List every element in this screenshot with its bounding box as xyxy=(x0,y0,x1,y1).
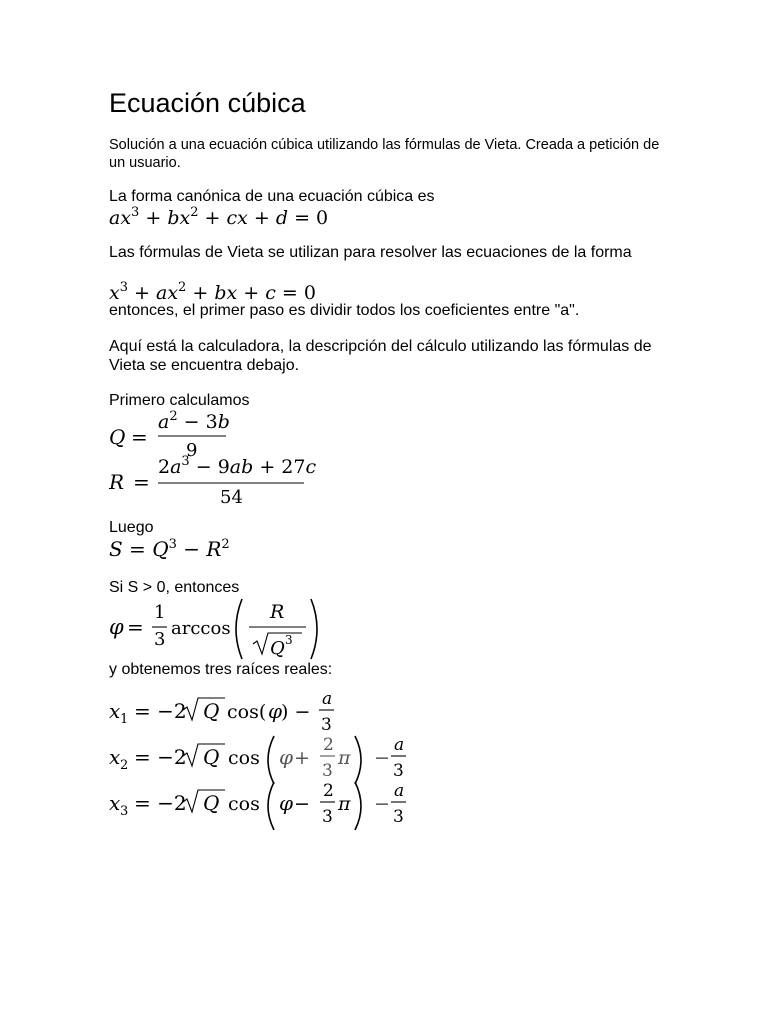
svg-text:cos: cos xyxy=(228,747,260,769)
svg-text:= −2: = −2 xyxy=(134,791,187,815)
x2-formula xyxy=(109,732,419,784)
svg-text:−: − xyxy=(374,747,390,769)
svg-text:1: 1 xyxy=(154,602,166,623)
svg-text:54: 54 xyxy=(220,487,243,508)
svg-text:arccos: arccos xyxy=(171,618,231,639)
svg-text:Q: Q xyxy=(203,791,220,815)
svg-text:3: 3 xyxy=(321,715,332,735)
svg-text:x: x xyxy=(109,791,121,815)
canonical-form-text: La forma canónica de una ecuación cúbica es xyxy=(109,188,435,205)
intro-paragraph: Solución a una ecuación cúbica utilizando las fórmulas de Vieta. Creada a petición de un usuario. xyxy=(109,137,660,171)
svg-text:3: 3 xyxy=(120,804,129,819)
svg-text:=: = xyxy=(133,470,150,494)
svg-text:1: 1 xyxy=(120,712,129,727)
svg-text:2a3 − 9ab + 27c: $2a^3 - 9ab + 27c$ xyxy=(158,454,317,478)
svg-text:x: x xyxy=(109,745,121,769)
svg-text:S = Q3 − R2: $S = Q^3 - R^2$ xyxy=(109,537,230,561)
svg-text:3: 3 xyxy=(393,761,404,781)
svg-text:= −2: = −2 xyxy=(134,745,187,769)
svg-text:3: 3 xyxy=(322,807,333,827)
svg-text:3: 3 xyxy=(393,807,404,827)
svg-text:2: 2 xyxy=(120,758,129,773)
first-calc-text: Primero calculamos xyxy=(109,392,250,409)
svg-text:Q: Q xyxy=(203,745,220,769)
svg-text:φ: φ xyxy=(279,745,294,769)
svg-text:π: π xyxy=(338,793,351,815)
svg-text:cos: cos xyxy=(228,793,260,815)
three-roots-text: y obtenemos tres raíces reales: xyxy=(109,661,333,678)
svg-text:φ: φ xyxy=(268,699,283,723)
svg-text:Q: Q xyxy=(109,425,126,449)
svg-text:=: = xyxy=(131,425,148,449)
first-step-text: entonces, el primer paso es dividir todos los coeficientes entre "a". xyxy=(109,302,580,319)
calculator-text: Aquí está la calculadora, la descripción del cálculo utilizando las fórmulas de Vieta se encuentra debajo. xyxy=(109,338,652,374)
canonical-equation xyxy=(109,205,369,233)
svg-text:Q: Q xyxy=(203,699,220,723)
svg-text:R: R xyxy=(109,470,125,494)
svg-text:φ: φ xyxy=(279,791,294,815)
svg-text:φ: φ xyxy=(109,615,124,639)
svg-text:a: a xyxy=(322,689,333,709)
svg-text:Q: Q xyxy=(270,638,285,659)
s-formula xyxy=(109,534,309,564)
svg-text:3: 3 xyxy=(322,761,333,781)
x1-formula xyxy=(109,686,349,738)
r-formula xyxy=(109,451,329,509)
svg-text:) −: ) − xyxy=(281,701,311,723)
svg-text:x3 + ax2 + bx + c = 0: $x^3 + ax^2$ + bx + c = 0 xyxy=(109,280,316,304)
svg-text:ax3 + bx2 + cx + d = 0: $ax^3 + bx^2$ + cx + d = 0 xyxy=(109,205,329,229)
svg-text:a2 − 3b: $a^2 - 3b$ xyxy=(158,409,230,433)
page-title: Ecuación cúbica xyxy=(109,88,306,118)
phi-formula xyxy=(109,594,339,664)
svg-text:x: x xyxy=(109,699,121,723)
svg-text:+: + xyxy=(294,747,310,769)
svg-text:=: = xyxy=(127,615,144,639)
svg-text:a: a xyxy=(394,735,405,755)
svg-text:9: 9 xyxy=(186,440,198,458)
then-text: Luego xyxy=(109,519,154,536)
svg-text:2: 2 xyxy=(323,735,334,755)
svg-text:−: − xyxy=(294,793,310,815)
svg-text:π: π xyxy=(338,747,351,769)
svg-text:R: R xyxy=(270,601,285,623)
svg-text:= −2: = −2 xyxy=(134,699,187,723)
vieta-use-text: Las fórmulas de Vieta se utilizan para resolver las ecuaciones de la forma xyxy=(109,244,632,261)
svg-text:−: − xyxy=(374,793,390,815)
if-positive-text: Si S > 0, entonces xyxy=(109,579,240,596)
svg-text:a: a xyxy=(394,781,405,801)
x3-formula xyxy=(109,778,419,830)
svg-text:2: 2 xyxy=(323,781,334,801)
svg-text:3: 3 xyxy=(154,629,166,650)
svg-text:3: 3 xyxy=(285,633,293,647)
svg-text:cos(: cos( xyxy=(227,701,267,723)
